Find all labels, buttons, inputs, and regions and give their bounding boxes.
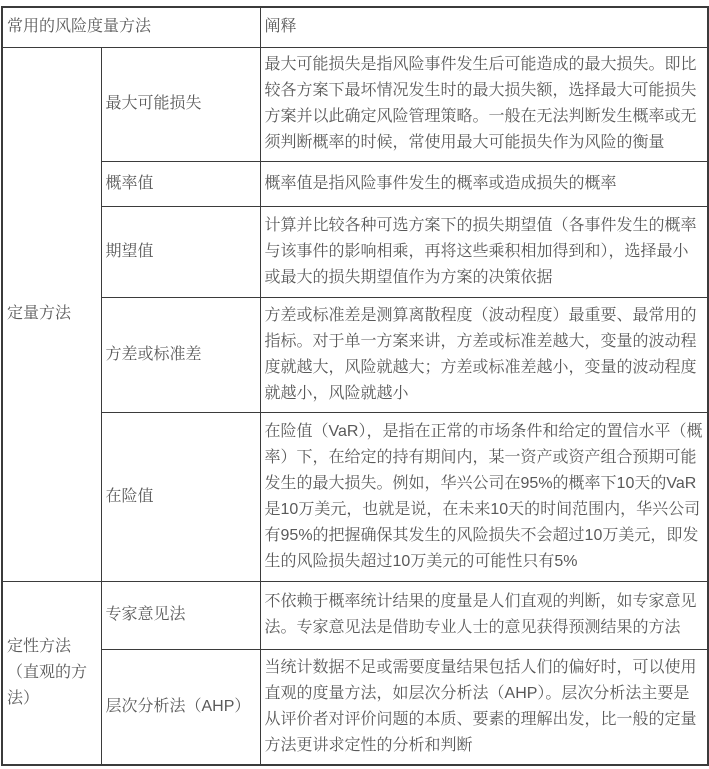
explanation-cell: 计算并比较各种可选方案下的损失期望值（各事件发生的概率与该事件的影响相乘，再将这些乘积相加得到和），选择最小或最大的损失期望值作为方案的决策依据 (260, 206, 708, 297)
explanation-cell: 当统计数据不足或需要度量结果包括人们的偏好时，可以使用直观的度量方法，如层次分析法（AHP）。层次分析法主要是从评价者对评价问题的本质、要素的理解出发，比一般的定量方法更讲求定性的分析和判断 (260, 649, 708, 765)
method-cell: 方差或标准差 (101, 297, 260, 412)
table-row-probability-value (2, 161, 708, 206)
category-cell-quantitative: 定量方法 (2, 47, 101, 581)
explanation-cell: 概率值是指风险事件发生的概率或造成损失的概率 (260, 161, 708, 206)
method-cell: 期望值 (101, 206, 260, 297)
table-row-ahp (2, 649, 708, 765)
table-header-row (2, 7, 708, 47)
table-row-variance-stddev (2, 297, 708, 412)
method-cell: 概率值 (101, 161, 260, 206)
explanation-cell: 在险值（VaR），是指在正常的市场条件和给定的置信水平（概率）下，在给定的持有期间内，某一资产或资产组合预期可能发生的最大损失。例如，华兴公司在95%的概率下10天的VaR是10万美元，也就是说，在未来10天的时间范围内，华兴公司有95%的把握确保其发生的风险损失不会超过10万美元，即发生的风险损失超过10万美元的可能性只有5% (260, 412, 708, 581)
header-cell-methods: 常用的风险度量方法 (2, 7, 260, 47)
table-row-value-at-risk (2, 412, 708, 581)
header-cell-explanation: 阐释 (260, 7, 708, 47)
table-row-expected-value (2, 206, 708, 297)
explanation-cell: 方差或标准差是测算离散程度（波动程度）最重要、最常用的指标。对于单一方案来讲，方差或标准差越大，变量的波动程度就越大，风险就越大；方差或标准差越小，变量的波动程度就越小，风险就越小 (260, 297, 708, 412)
table-row-expert-opinion (2, 581, 708, 649)
explanation-cell: 不依赖于概率统计结果的度量是人们直观的判断，如专家意见法。专家意见法是借助专业人士的意见获得预测结果的方法 (260, 581, 708, 649)
category-cell-qualitative: 定性方法（直观的方法） (2, 581, 101, 765)
table-row-max-possible-loss (2, 47, 708, 161)
method-cell: 在险值 (101, 412, 260, 581)
method-cell: 专家意见法 (101, 581, 260, 649)
risk-measurement-table (1, 6, 709, 766)
method-cell: 层次分析法（AHP） (101, 649, 260, 765)
method-cell: 最大可能损失 (101, 47, 260, 161)
explanation-cell: 最大可能损失是指风险事件发生后可能造成的最大损失。即比较各方案下最坏情况发生时的最大损失额，选择最大可能损失方案并以此确定风险管理策略。一般在无法判断发生概率或无须判断概率的时候，常使用最大可能损失作为风险的衡量 (260, 47, 708, 161)
